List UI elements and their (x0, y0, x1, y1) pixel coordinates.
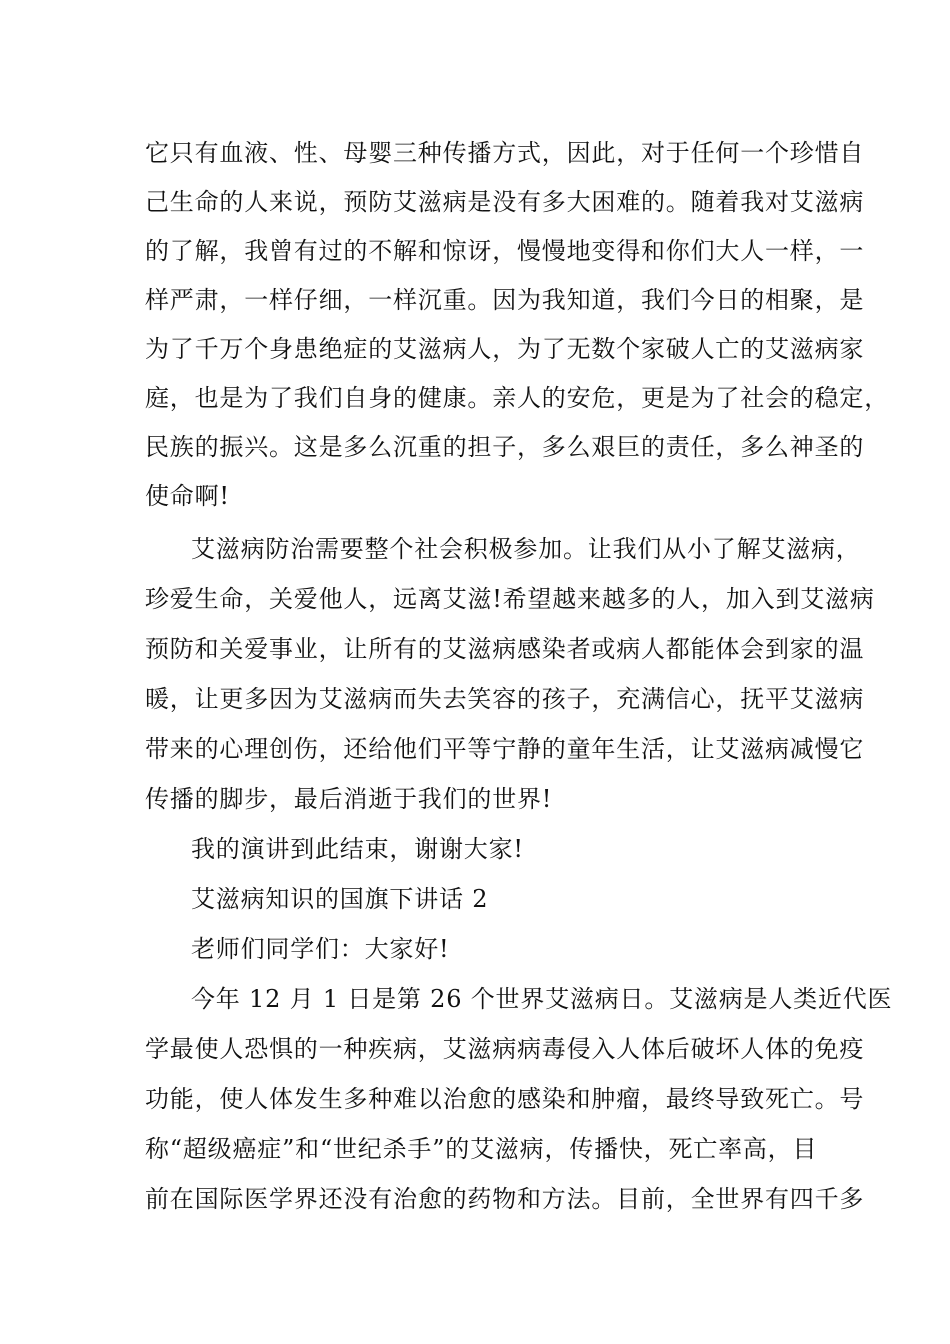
text-line: 庭，也是为了我们自身的健康。亲人的安危，更是为了社会的稳定， (145, 384, 889, 412)
text-line: 珍爱生命，关爱他人，远离艾滋!希望越来越多的人，加入到艾滋病 (145, 585, 875, 613)
text-line: 暖，让更多因为艾滋病而失去笑容的孩子，充满信心，抚平艾滋病 (145, 685, 865, 713)
text-line: 前在国际医学界还没有治愈的药物和方法。目前，全世界有四千多 (145, 1185, 865, 1213)
text-line: 为了千万个身患绝症的艾滋病人，为了无数个家破人亡的艾滋病家 (145, 335, 865, 363)
closing-remark: 我的演讲到此结束，谢谢大家! (191, 835, 524, 863)
text-line: 学最使人恐惧的一种疾病，艾滋病病毒侵入人体后破坏人体的免疫 (145, 1035, 865, 1063)
greeting-line: 老师们同学们：大家好! (191, 935, 450, 963)
text-line: 功能，使人体发生多种难以治愈的感染和肿瘤，最终导致死亡。号 (145, 1085, 865, 1113)
text-line: 预防和关爱事业，让所有的艾滋病感染者或病人都能体会到家的温 (145, 635, 865, 663)
section-heading: 艾滋病知识的国旗下讲话 2 (191, 885, 489, 913)
text-line: 称“超级癌症”和“世纪杀手”的艾滋病，传播快，死亡率高，目 (145, 1135, 818, 1163)
text-line: 民族的振兴。这是多么沉重的担子，多么艰巨的责任，多么神圣的 (145, 433, 865, 461)
text-line: 使命啊! (145, 482, 230, 510)
text-line: 传播的脚步，最后消逝于我们的世界! (145, 785, 553, 813)
text-line: 它只有血液、性、母婴三种传播方式，因此，对于任何一个珍惜自 (145, 139, 865, 167)
text-line: 样严肃，一样仔细，一样沉重。因为我知道，我们今日的相聚，是 (145, 286, 865, 314)
text-line: 带来的心理创伤，还给他们平等宁静的童年生活，让艾滋病减慢它 (145, 735, 865, 763)
text-line: 的了解，我曾有过的不解和惊讶，慢慢地变得和你们大人一样，一 (145, 237, 865, 265)
text-line: 己生命的人来说，预防艾滋病是没有多大困难的。随着我对艾滋病 (145, 188, 865, 216)
paragraph-first-line: 今年 12 月 1 日是第 26 个世界艾滋病日。艾滋病是人类近代医 (191, 985, 893, 1013)
paragraph-first-line: 艾滋病防治需要整个社会积极参加。让我们从小了解艾滋病， (191, 535, 861, 563)
